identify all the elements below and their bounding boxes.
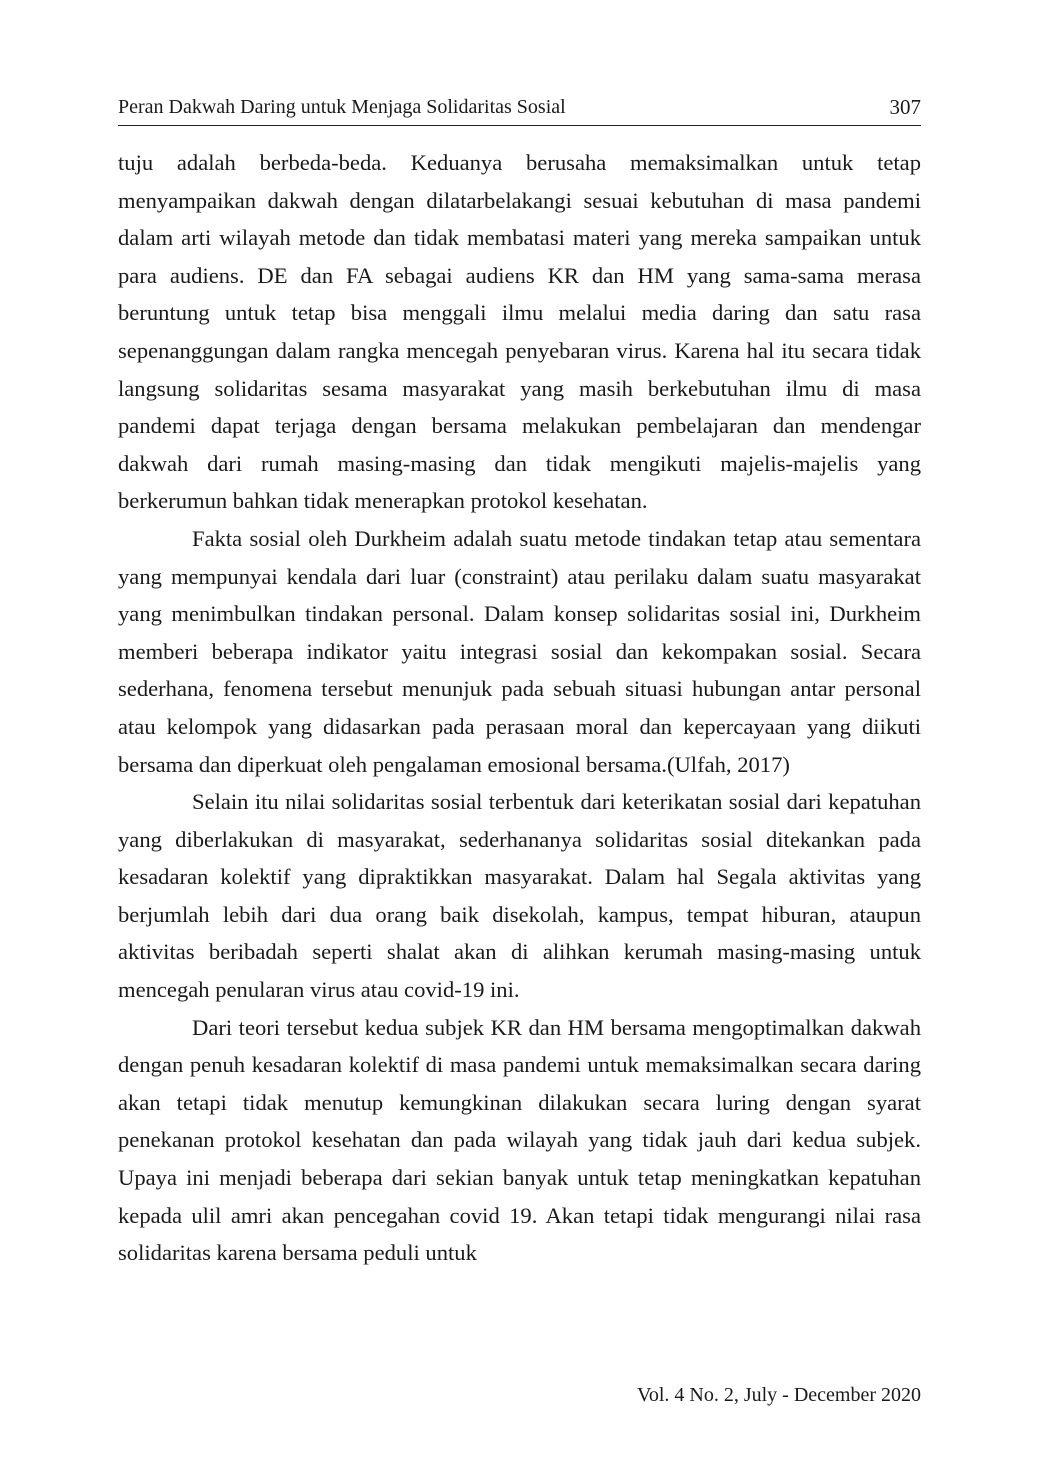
page-number: 307 [889,95,921,119]
running-header [118,92,921,126]
running-header-title: Peran Dakwah Daring untuk Menjaga Solidaritas Sosial [118,96,566,118]
running-footer: Vol. 4 No. 2, July - December 2020 [636,1384,921,1406]
paragraph: Dari teori tersebut kedua subjek KR dan HM bersama mengoptimalkan dakwah dengan penuh kesadaran kolektif di masa pandemi untuk memaksimalkan secara daring akan tetapi tidak menutup kemungkinan dilakukan secara luring dengan syarat penekanan protokol kesehatan dan pada wilayah yang tidak jauh dari kedua subjek. Upaya ini menjadi beberapa dari sekian banyak untuk tetap meningkatkan kepatuhan kepada ulil amri akan pencegahan covid 19. Akan tetapi tidak mengurangi nilai rasa solidaritas karena bersama peduli untuk [118,1014,921,1266]
paragraph: Fakta sosial oleh Durkheim adalah suatu metode tindakan tetap atau sementara yang mempunyai kendala dari luar (constraint) atau perilaku dalam suatu masyarakat yang menimbulkan tindakan personal. Dalam konsep solidaritas sosial ini, Durkheim memberi beberapa indikator yaitu integrasi sosial dan kekompakan sosial. Secara sederhana, fenomena tersebut menunjuk pada sebuah situasi hubungan antar personal atau kelompok yang didasarkan pada perasaan moral dan kepercayaan yang diikuti bersama dan diperkuat oleh pengalaman emosional bersama.(Ulfah, 2017) [118,525,921,777]
body-text [118,144,921,1272]
paragraph-continued: tuju adalah berbeda-beda. Keduanya berusaha memaksimalkan untuk tetap menyampaikan dakwah dengan dilatarbelakangi sesuai kebutuhan di masa pandemi dalam arti wilayah metode dan tidak membatasi materi yang mereka sampaikan untuk para audiens. DE dan FA sebagai audiens KR dan HM yang sama-sama merasa beruntung untuk tetap bisa menggali ilmu melalui media daring dan satu rasa sepenanggungan dalam rangka mencegah penyebaran virus. Karena hal itu secara tidak langsung solidaritas sesama masyarakat yang masih berkebutuhan ilmu di masa pandemi dapat terjaga dengan bersama melakukan pembelajaran dan mendengar dakwah dari rumah masing-masing dan tidak mengikuti majelis-majelis yang berkerumun bahkan tidak menerapkan protokol kesehatan. [118,150,921,514]
paragraph: Selain itu nilai solidaritas sosial terbentuk dari keterikatan sosial dari kepatuhan yang diberlakukan di masyarakat, sederhananya solidaritas sosial ditekankan pada kesadaran kolektif yang dipraktikkan masyarakat. Dalam hal Segala aktivitas yang berjumlah lebih dari dua orang baik disekolah, kampus, tempat hiburan, ataupun aktivitas beribadah seperti shalat akan di alihkan kerumah masing-masing untuk mencegah penularan virus atau covid-19 ini. [118,789,921,1003]
